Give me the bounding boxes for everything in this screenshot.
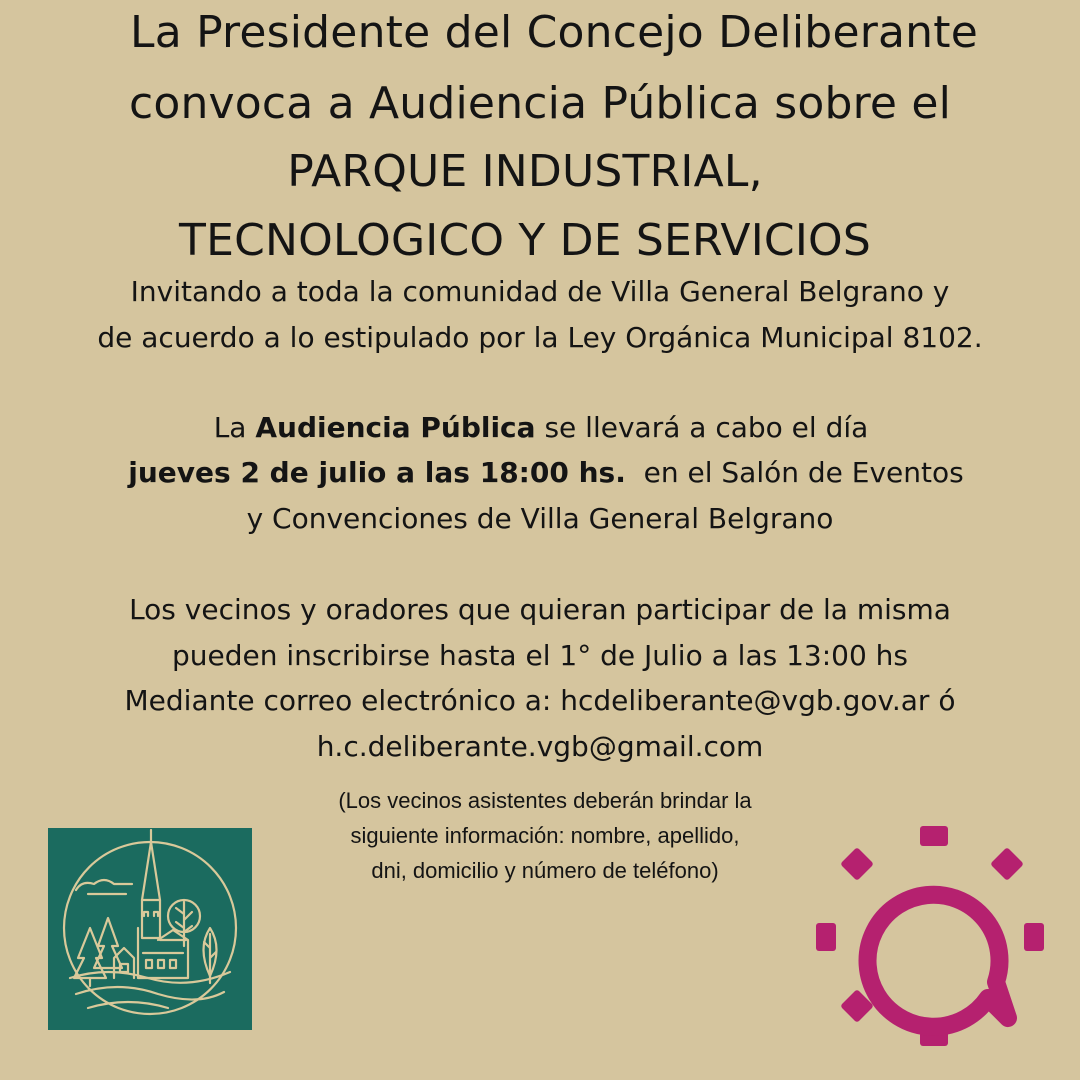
title-line-4: TECNOLOGICO Y DE SERVICIOS — [179, 215, 871, 266]
audiencia-line-3: y Convenciones de Villa General Belgrano — [246, 502, 834, 535]
intro-line-2: de acuerdo a lo estipulado por la Ley Orgánica Municipal 8102. — [97, 321, 983, 354]
audiencia-suffix: se llevará a cabo el día — [535, 411, 869, 444]
title-line-2: convoca a Audiencia Pública sobre el — [128, 78, 952, 129]
audiencia-prefix: La — [213, 411, 256, 444]
audiencia-name: Audiencia Pública — [255, 411, 536, 444]
audiencia-line-2 — [0, 450, 1080, 496]
audiencia-date: jueves 2 de julio a las 18:00 hs. — [128, 456, 626, 489]
inscripcion-line-1: Los vecinos y oradores que quieran participar de la misma — [129, 593, 951, 626]
audiencia-line-1 — [0, 405, 1080, 451]
speech-bubble-sun-icon — [812, 822, 1060, 1052]
inscripcion-line-3: Mediante correo electrónico a: hcdeliberante@vgb.gov.ar ó — [124, 684, 956, 717]
note-line-1: (Los vecinos asistentes deberán brindar la — [338, 788, 752, 813]
inscripcion-line-2: pueden inscribirse hasta el 1° de Julio a las 13:00 hs — [171, 639, 909, 672]
note-line-3: dni, domicilio y número de teléfono) — [371, 858, 719, 883]
intro-line-1: Invitando a toda la comunidad de Villa General Belgrano y — [130, 275, 950, 308]
audiencia-place-1: en el Salón de Eventos — [625, 456, 964, 489]
title-line-3: PARQUE INDUSTRIAL, — [287, 146, 763, 197]
villa-general-belgrano-emblem-icon — [48, 828, 252, 1030]
title-line-1: La Presidente del Concejo Deliberante — [130, 7, 978, 58]
inscripcion-line-4: h.c.deliberante.vgb@gmail.com — [316, 730, 764, 763]
note-line-2: siguiente información: nombre, apellido, — [350, 823, 740, 848]
